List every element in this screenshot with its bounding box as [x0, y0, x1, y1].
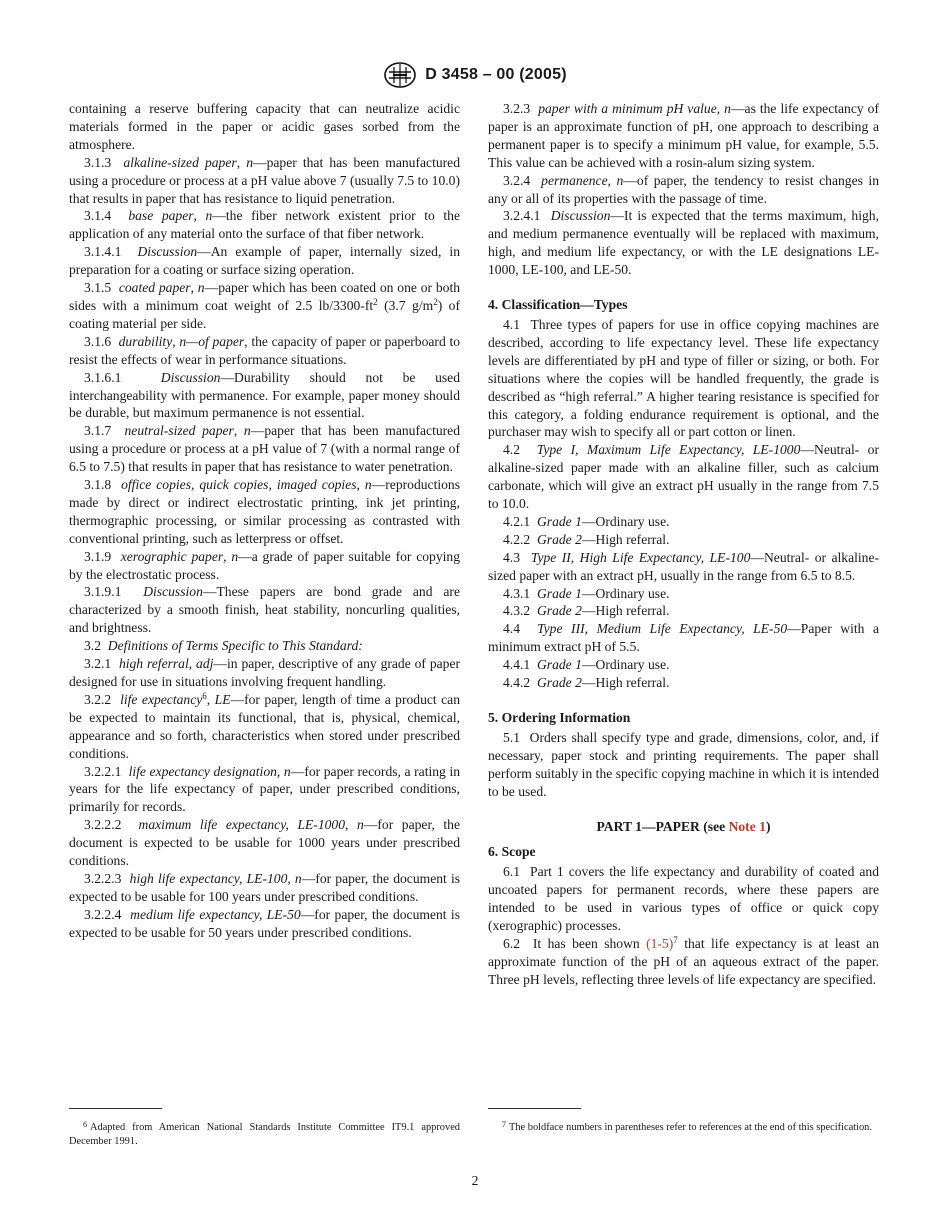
paragraph-4-4-1: 4.4.1 Grade 1—Ordinary use.	[503, 657, 670, 673]
footnote-7: $^7$ The boldface numbers in parentheses refer to references at the end of this specification.	[502, 1120, 872, 1133]
section-heading-6: 6. Scope	[488, 844, 536, 860]
paragraph-4-4-2: 4.4.2 Grade 2—High referral.	[503, 675, 670, 691]
paragraph-5-1: 5.1 Orders shall specify type and grade, dimensions, color, and, if necessary, paper stock and printing requirements. The paper shall perform suitably in the specific copying machine in which it is intended to be used.	[488, 729, 879, 799]
paragraph-3-1-6-1: 3.1.6.1 Discussion—Durability should not be used interchangeability with permanence. For example, paper money should be durable, but maximum permanence is not essential.	[69, 369, 461, 421]
section-heading-5: 5. Ordering Information	[488, 710, 631, 725]
paragraph-3-1-4: 3.1.4 base paper, n—the fiber network existent prior to the application of any material onto the surface of that fiber network.	[69, 208, 461, 242]
paragraph-3-1-9-1: 3.1.9.1 Discussion—These papers are bond grade and are characterized by a smooth finish, heat stability, noncurling qualities, and brightness.	[69, 584, 460, 636]
paragraph-3-1-8: 3.1.8 office copies, quick copies, imaged copies, n—reproductions made by direct or indirect electrostatic printing, ink jet printing, thermographic processing, or similar processing as contrasted with conventional printing, such as letterpress or offset.	[69, 477, 461, 546]
section-heading-4: 4. Classification—Types	[488, 297, 628, 313]
paragraph-3-2-1: 3.2.1 high referral, adj—in paper, descriptive of any grade of paper designed for use in situations involving frequent handling.	[69, 656, 461, 689]
paragraph-3-2-4-1: 3.2.4.1 Discussion—It is expected that the terms maximum, high, and medium permanence eventually will be replaced with maximum, high, and medium life expectancy, or with the LE designations LE-1000, LE-100, and LE-50.	[488, 208, 879, 278]
paragraph-3-1-3: 3.1.3 alkaline-sized paper, n—paper that has been manufactured using a procedure or process at a pH value above 7 (usually 7.5 to 10.0) that results in paper that has resistance to liquid penetration.	[69, 154, 461, 206]
paragraph-4-2-1: 4.2.1 Grade 1—Ordinary use.	[503, 513, 670, 529]
right-column	[488, 100, 879, 989]
paragraph-3-2-2-2: 3.2.2.2 maximum life expectancy, LE-1000, n—for paper, the document is expected to be usable for 1000 years under prescribed conditions.	[69, 817, 460, 869]
left-column	[69, 100, 460, 942]
part-heading: PART 1—PAPER (see Note 1)	[596, 818, 771, 834]
paragraph-4-3-2: 4.3.2 Grade 2—High referral.	[503, 603, 670, 619]
paragraph-3-2: 3.2 Definitions of Terms Specific to This Standard:	[84, 638, 363, 654]
footnote-ref-7: 7	[673, 934, 678, 945]
paragraph-3-2-3: 3.2.3 paper with a minimum pH value, n—as the life expectancy of paper is an approximate function of pH, one approach to describing a permanent paper is to specify a minimum pH value, for example, 5.5. This value can be achieved with a rosin-alum sizing system.	[488, 101, 880, 170]
paragraph-3-1-7: 3.1.7 neutral-sized paper, n—paper that has been manufactured using a procedure or process at a pH value of 7 (with a normal range of 6.5 to 7.5) that results in paper that has resistance to water penetration.	[69, 423, 461, 475]
note-1-link[interactable]: Note 1	[728, 818, 766, 834]
paragraph-3-2-2-3: 3.2.2.3 high life expectancy, LE-100, n—for paper, the document is expected to be usable for 100 years under prescribed conditions.	[69, 870, 461, 904]
footnote-ref-6: 6	[202, 690, 207, 701]
paragraph-3-2-4: 3.2.4 permanence, n—of paper, the tendency to resist changes in any or all of its properties with the passage of time.	[488, 172, 879, 206]
document-designation: D 3458 – 00 (2005)	[425, 66, 567, 83]
paragraph-4-2-2: 4.2.2 Grade 2—High referral.	[503, 531, 670, 547]
paragraph-6-2: 6.2 It has been shown $(1-5)^7$ that life expectancy is at least an approximate function of the pH of an aqueous extract of the paper. Three pH levels, reflecting three levels of life expectancy are specified.	[488, 934, 879, 987]
references-link[interactable]: (1-5)	[646, 935, 674, 951]
paragraph-4-3-1: 4.3.1 Grade 1—Ordinary use.	[503, 585, 670, 601]
page-number: 2	[471, 1173, 479, 1188]
paragraph-3-1-5: 3.1.5 coated paper, n—paper which has been coated on one or both sides with a minimum coat weight of 2.5 $lb/3300-ft^2$ (3.7 $g/m^2$) of coating material per side.	[69, 280, 461, 331]
paragraph-4-3: 4.3 Type II, High Life Expectancy, LE-100—Neutral- or alkaline-sized paper with an extract pH, usually in the range from 6.5 to 8.5.	[488, 549, 880, 583]
paragraph-3-1-4-1: 3.1.4.1 Discussion—An example of paper, internally sized, in preparation for a coating or surface sizing operation.	[69, 244, 460, 278]
paragraph-4-1: 4.1 Three types of papers for use in office copying machines are described, according to life expectancy level. These life expectancy levels are differentiated by pH and type of filler or sizing, or both. For situations where the copies will be handled frequently, the grade is described as “high referral.” A higher tearing resistance is specified for this category, a folding endurance requirement is optional, and the purchaser may wish to specify all or part cotton or linen.	[488, 316, 879, 440]
paragraph-4-2: 4.2 Type I, Maximum Life Expectancy, LE-1000—Neutral- or alkaline-sized paper made with an alkaline filler, such as calcium carbonate, which will give an extract pH usually in the range from 7.5 to 10.0.	[488, 442, 879, 512]
paragraph-3-2-2-4: 3.2.2.4 medium life expectancy, LE-50—for paper, the document is expected to be usable for 50 years under prescribed conditions.	[69, 906, 460, 940]
astm-logo-icon	[383, 62, 417, 88]
footnote-6: $^6$ Adapted from American National Standards Institute Committee IT9.1 approved December 1991.	[69, 1120, 460, 1147]
page-header	[0, 62, 950, 88]
paragraph-3-2-2: 3.2.2 life expectancy$^6$, LE—for paper, length of time a product can be expected to maintain its functional, that is, physical, chemical, appearance and so forth, characteristics when stored under prescribed conditions.	[69, 690, 461, 761]
paragraph-3-2-2-1: 3.2.2.1 life expectancy designation, n—for paper records, a rating in years for the life expectancy of paper, under prescribed conditions, primarily for records.	[69, 763, 461, 815]
paragraph-6-1: 6.1 Part 1 covers the life expectancy and durability of coated and uncoated papers for permanent records, where these papers are intended to be used in various types of office or quick copy (xerographic) processes.	[488, 864, 879, 934]
paragraph-3-1-9: 3.1.9 xerographic paper, n—a grade of paper suitable for copying by the electrostatic process.	[69, 548, 460, 582]
footnote-divider-left	[69, 1108, 162, 1109]
footnote-divider-right	[488, 1108, 581, 1109]
paragraph-continuation: containing a reserve buffering capacity that can neutralize acidic materials formed in the paper or acidic gases sorbed from the atmosphere.	[69, 101, 460, 152]
paragraph-4-4: 4.4 Type III, Medium Life Expectancy, LE-50—Paper with a minimum extract pH of 5.5.	[488, 621, 880, 655]
paragraph-3-1-6: 3.1.6 durability, n—of paper, the capacity of paper or paperboard to resist the effects of wear in performance situations.	[69, 333, 461, 367]
